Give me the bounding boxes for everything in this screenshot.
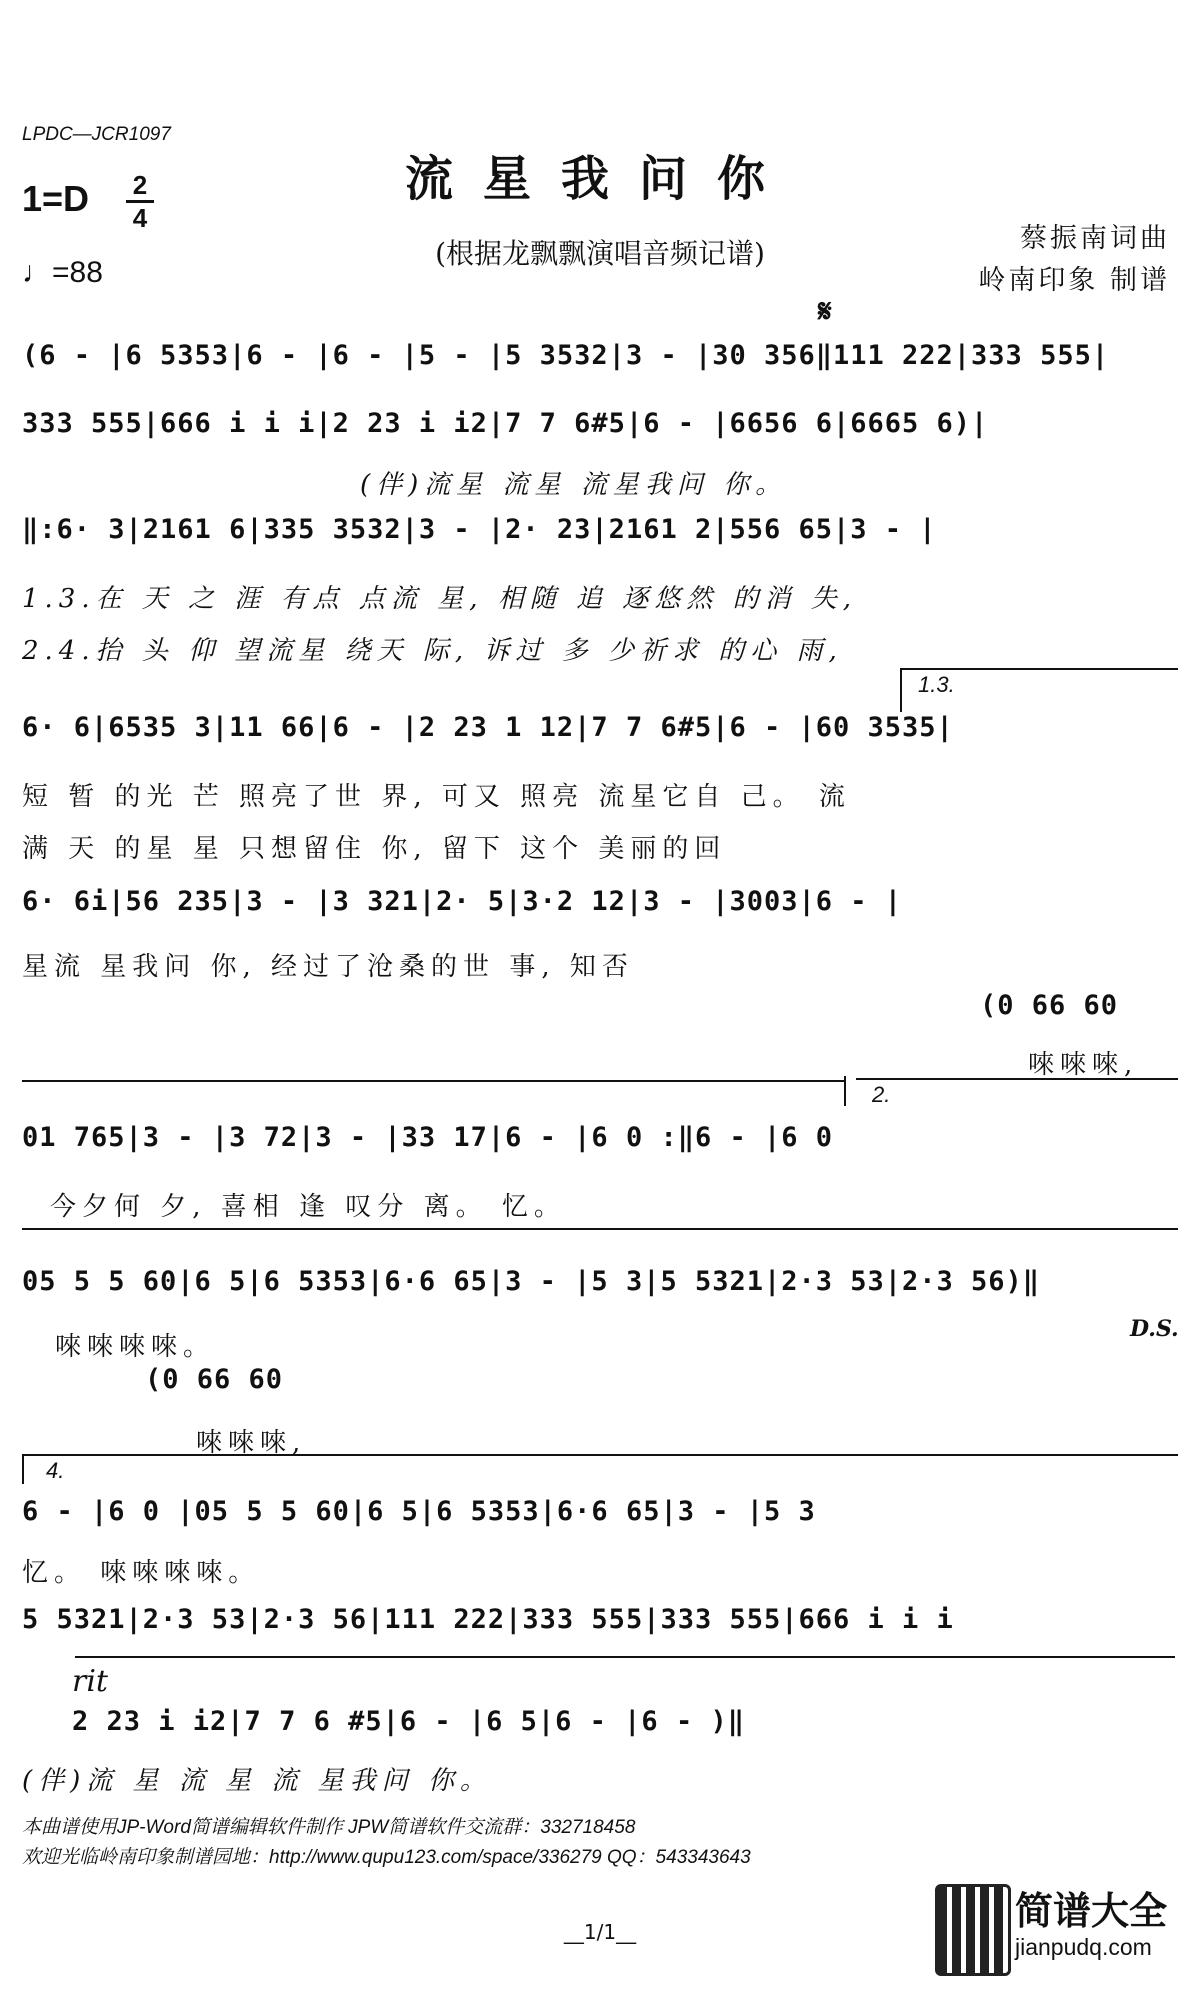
score-line-9: 6 - |6 0 |05 5 5 60|6 5|6 5353|6·6 65|3 - |5 3 xyxy=(22,1496,816,1527)
accomp-lyric-5: 唻唻唻, xyxy=(1028,1050,1139,1080)
lyric-line-6: 今夕何 夕, 喜相 逢 叹分 离。 忆。 xyxy=(50,1192,566,1222)
dal-segno: D.S. xyxy=(1130,1316,1179,1342)
song-subtitle: (根据龙飘飘演唱音频记谱) xyxy=(435,237,765,270)
score-line-10: 5 5321|2·3 53|2·3 56|111 222|333 555|333 555|666 i i i xyxy=(22,1604,954,1635)
score-line-7: 05 5 5 60|6 5|6 5353|6·6 65|3 - |5 3|5 5321|2·3 53|2·3 56)‖ xyxy=(22,1266,1041,1297)
credit-arranger: 岭南印象 制谱 xyxy=(978,265,1170,296)
lyric-line-9: 忆。 唻唻唻唻。 xyxy=(22,1558,261,1588)
score-code: LPDC—JCR1097 xyxy=(22,124,171,145)
credits xyxy=(978,218,1170,302)
accomp-lyric-8: 唻唻唻, xyxy=(196,1428,307,1458)
lyric-line-5: 星流 星我问 你, 经过了沧桑的世 事, 知否 xyxy=(22,952,634,982)
key-signature: 1=D xyxy=(22,178,90,219)
lyric-line-4b: 满 天 的星 星 只想留住 你, 留下 这个 美丽的回 xyxy=(22,834,727,864)
lyric-line-2: (伴)流星 流星 流星我问 你。 xyxy=(360,470,788,500)
lyric-line-3b: 2.4.抬 头 仰 望流星 绕天 际, 诉过 多 少祈求 的心 雨, xyxy=(22,636,843,666)
lyric-line-7: 唻唻唻唻。 xyxy=(55,1332,216,1362)
lyric-line-4a: 短 暂 的光 芒 照亮了世 界, 可又 照亮 流星它自 己。 流 xyxy=(22,782,851,812)
time-signature xyxy=(126,172,154,231)
song-title: 流星我问你 xyxy=(404,151,795,207)
accomp-line-5: (0 66 60 xyxy=(980,990,1119,1021)
score-line-1: (6 - |6 5353|6 - |6 - |5 - |5 3532|3 - |30 356‖111 222|333 555| xyxy=(22,340,1110,371)
time-signature-bottom: 4 xyxy=(132,203,148,233)
score-line-5: 6· 6i|56 235|3 - |3 321|2· 5|3·2 12|3 - |3003|6 - | xyxy=(22,886,903,917)
page-number: __1/1__ xyxy=(563,1920,637,1944)
logo-site-text: jianpudq.com xyxy=(1015,1934,1152,1960)
score-line-2: 333 555|666 i i i|2 23 i i2|7 7 6#5|6 - |6656 6|6665 6)| xyxy=(22,408,989,439)
footer-software-note: 本曲谱使用JP-Word简谱编辑软件制作 JPW简谱软件交流群：332718458 xyxy=(22,1817,636,1838)
piano-keys-icon xyxy=(935,1884,1011,1976)
lyric-line-11: (伴)流 星 流 星 流 星我问 你。 xyxy=(22,1766,492,1796)
credit-lyrics: 蔡振南词曲 xyxy=(1020,223,1170,254)
segno-sign: 𝄋 xyxy=(818,292,832,330)
site-logo xyxy=(935,1880,1180,1976)
ritardando-mark: rit xyxy=(72,1664,108,1699)
volta-2: 2. xyxy=(872,1082,891,1107)
volta-1-3: 1.3. xyxy=(918,672,955,697)
volta-4: 4. xyxy=(46,1458,65,1483)
score-line-4: 6· 6|6535 3|11 66|6 - |2 23 1 12|7 7 6#5|6 - |60 3535| xyxy=(22,712,954,743)
score-line-3: ‖:6· 3|2161 6|335 3532|3 - |2· 23|2161 2|556 65|3 - | xyxy=(22,514,937,545)
footer-website-note: 欢迎光临岭南印象制谱园地：http://www.qupu123.com/space/336279 QQ：543343643 xyxy=(22,1847,751,1868)
logo-brand-text: 简谱大全 xyxy=(1015,1889,1168,1933)
score-line-6: 01 765|3 - |3 72|3 - |33 17|6 - |6 0 :‖6 - |6 0 xyxy=(22,1122,834,1153)
time-signature-top: 2 xyxy=(132,170,148,200)
accomp-line-8: (0 66 60 xyxy=(145,1364,284,1395)
tempo-mark: ♩=88 xyxy=(22,256,103,289)
score-line-11: 2 23 i i2|7 7 6 #5|6 - |6 5|6 - |6 - )‖ xyxy=(72,1706,745,1737)
lyric-line-3a: 1.3.在 天 之 涯 有点 点流 星, 相随 追 逐悠然 的消 失, xyxy=(22,584,858,614)
